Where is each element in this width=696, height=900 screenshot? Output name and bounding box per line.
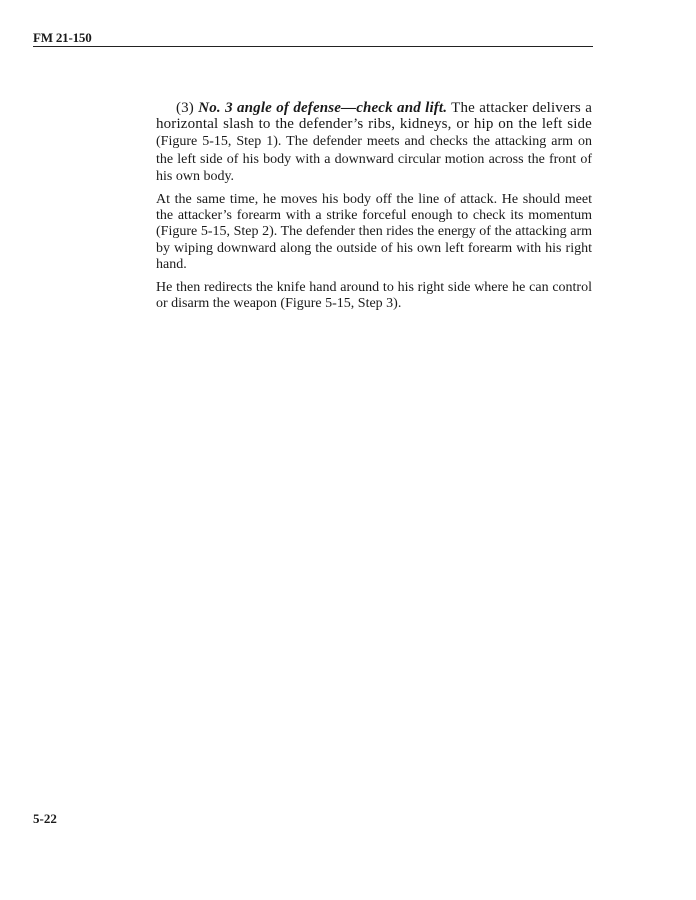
page-number: 5-22 — [33, 811, 57, 826]
running-head: FM 21-150 — [33, 30, 92, 45]
paragraph-3: He then redirects the knife hand around to his right side where he can control or disarm the weapon (Figure 5-15, Step 3). — [156, 280, 592, 312]
header-rule — [33, 46, 593, 47]
paragraph-1 — [156, 100, 592, 185]
body-text — [156, 100, 592, 319]
paragraph-number: (3) — [176, 100, 199, 116]
paragraph-1-text: (Figure 5-15, Step 1). The defender meets and checks the attacking arm on the left side of his body with a downward circular motion across the front of his own body. — [156, 134, 592, 184]
paragraph-2: At the same time, he moves his body off the line of attack. He should meet the attacker’s forearm with a strike forceful enough to check its momentum (Figure 5-15, Step 2). The defender then rides the energy of the attacking arm by wiping downward along the outside of his own left forearm with his right hand. — [156, 192, 592, 272]
paragraph-heading: No. 3 angle of defense—check and lift. — [198, 100, 448, 116]
paragraph-1-lead-text: The attacker delivers a horizontal slash to the defender’s ribs, kidneys, or hip on the left side — [156, 100, 593, 133]
